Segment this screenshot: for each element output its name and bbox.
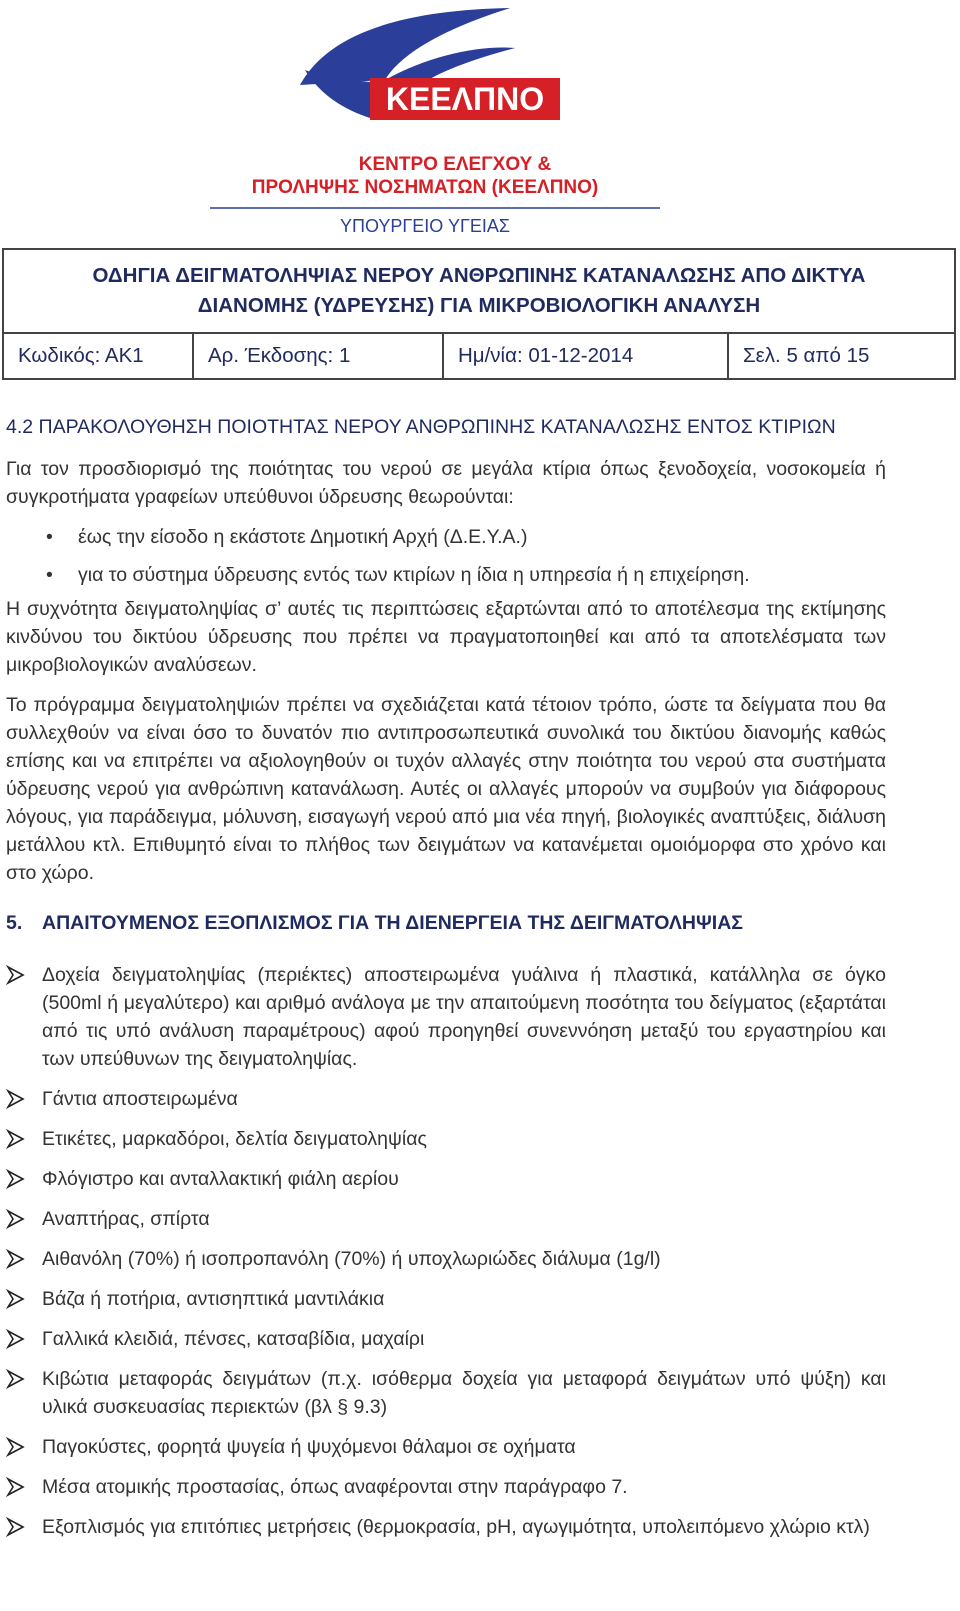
logo-brand: ΚΕΕΛΠΝΟ [385,81,545,117]
list-item [6,1433,886,1461]
section-4-2-paragraph-2: Το πρόγραμμα δειγματοληψιών πρέπει να σχεδιάζεται κατά τέτοιον τρόπο, ώστε τα δείγματα που θα συλλεχθούν να είναι όσο το δυνατόν πιο αντιπροσωπευτικά συνολικά του δικτύου διανομής καθώς επίσης και να επιτρέπει να αξιολογηθούν οι τυχόν αλλαγές στην ποιότητα του νερού στα συστήματα ύδρευσης νερού για ανθρώπινη κατανάλωση. Αυτές οι αλλαγές μπορούν να συμβούν για διάφορους λόγους, για παράδειγμα, μόλυνση, εισαγωγή νερού από μια νέα πηγή, βιολογικές αναπτύξεις, διάλυση μετάλλου κτλ. Επιθυμητό είναι το πλήθος των δειγμάτων να κατανέμεται ομοιόμορφα στο χρόνο και στο χώρο. [6,694,886,884]
list-item [6,1165,886,1193]
arrow-bullet-icon [6,1127,26,1151]
list-item [6,1085,886,1113]
section-4-2-intro: Για τον προσδιορισμό της ποιότητας του νερού σε μεγάλα κτίρια όπως ξενοδοχεία, νοσοκομεία ή συγκροτήματα γραφείων υπεύθυνοι ύδρευσης θεωρούνται: [6,458,886,508]
doc-code: Κωδικός: ΑΚ1 [4,334,194,378]
arrow-bullet-icon [6,1087,26,1111]
arrow-bullet-icon [6,1435,26,1459]
list-item [6,1513,886,1541]
arrow-bullet-icon [6,1167,26,1191]
list-item-text: Γαλλικά κλειδιά, πένσες, κατσαβίδια, μαχαίρι [42,1328,425,1350]
list-item-text: Ετικέτες, μαρκαδόροι, δελτία δειγματοληψίας [42,1128,427,1150]
title-line-2: ΔΙΑΝΟΜΗΣ (ΥΔΡΕΥΣΗΣ) ΓΙΑ ΜΙΚΡΟΒΙΟΛΟΓΙΚΗ ΑΝΑΛΥΣΗ [197,294,761,317]
list-item [6,1125,886,1153]
list-item-text: Γάντια αποστειρωμένα [42,1088,238,1110]
arrow-bullet-icon [6,1327,26,1351]
arrow-bullet-icon [6,963,26,987]
document-body [6,413,886,1553]
list-item [6,1325,886,1353]
arrow-bullet-icon [6,1287,26,1311]
logo-line1: ΚΕΝΤΡΟ ΕΛΕΓΧΟΥ & [358,154,552,175]
keelpno-logo [180,0,720,240]
logo-line3: ΥΠΟΥΡΓΕΙΟ ΥΓΕΙΑΣ [339,216,511,236]
list-item-text: Φλόγιστρο και ανταλλακτική φιάλη αερίου [42,1168,399,1190]
doc-version: Αρ. Έκδοσης: 1 [194,334,444,378]
list-item-text: Παγοκύστες, φορητά ψυγεία ή ψυχόμενοι θάλαμοι σε οχήματα [42,1436,576,1458]
list-item-text: Βάζα ή ποτήρια, αντισηπτικά μαντιλάκια [42,1288,385,1310]
arrow-bullet-icon [6,1247,26,1271]
document-title [4,250,954,334]
section-5-number: 5. [6,912,23,934]
doc-date: Ημ/νία: 01-12-2014 [444,334,729,378]
list-item-text: Κιβώτια μεταφοράς δειγμάτων (π.χ. ισόθερμα δοχεία για μεταφορά δειγμάτων υπό ψύξη) και υλικά συσκευασίας περιεκτών (βλ § 9.3) [42,1368,886,1418]
section-4-2-paragraph-1: Η συχνότητα δειγματοληψίας σ’ αυτές τις περιπτώσεις εξαρτώνται από το αποτέλεσμα της εκτίμησης κινδύνου του δικτύου ύδρευσης που πρέπει να πραγματοποιηθεί και από τα αποτελέσματα των μικροβιολογικών αναλύσεων. [6,598,886,676]
list-item-text: Αναπτήρας, σπίρτα [42,1208,210,1230]
arrow-bullet-icon [6,1475,26,1499]
list-item [6,1365,886,1421]
document-header [2,248,956,380]
section-5-title: ΑΠΑΙΤΟΥΜΕΝΟΣ ΕΞΟΠΛΙΣΜΟΣ ΓΙΑ ΤΗ ΔΙΕΝΕΡΓΕΙΑ ΤΗΣ ΔΕΙΓΜΑΤΟΛΗΨΙΑΣ [42,912,743,934]
list-item-text: Εξοπλισμός για επιτόπιες μετρήσεις (θερμοκρασία, pH, αγωγιμότητα, υπολειπόμενο χλώριο κτλ) [42,1516,870,1538]
list-item [6,1473,886,1501]
header-info-row [4,334,954,378]
logo-line2: ΠΡΟΛΗΨΗΣ ΝΟΣΗΜΑΤΩΝ (ΚΕΕΛΠΝΟ) [251,177,599,198]
list-item [6,961,886,1073]
arrow-bullet-icon [6,1207,26,1231]
list-item-text: Αιθανόλη (70%) ή ισοπροπανόλη (70%) ή υποχλωριώδες διάλυμα (1g/l) [42,1248,661,1270]
list-item [6,1205,886,1233]
arrow-bullet-icon [6,1515,26,1539]
title-line-1: ΟΔΗΓΙΑ ΔΕΙΓΜΑΤΟΛΗΨΙΑΣ ΝΕΡΟΥ ΑΝΘΡΩΠΙΝΗΣ ΚΑΤΑΝΑΛΩΣΗΣ ΑΠΟ ΔΙΚΤΥΑ [92,264,866,287]
arrow-bullet-icon [6,1367,26,1391]
list-item-text: Δοχεία δειγματοληψίας (περιέκτες) αποστειρωμένα γυάλινα ή πλαστικά, κατάλληλα σε όγκο (500ml ή μεγαλύτερο) και αριθμό ανάλογα με την απαιτούμενη ποσότητα του δείγματος (εξαρτάται από τις υπό ανάλυση παραμέτρους) αφού προηγηθεί συνεννόηση μεταξύ του εργαστηρίου και των υπεύθυνων της δειγματοληψίας. [42,964,886,1070]
list-item-text: Μέσα ατομικής προστασίας, όπως αναφέρονται στην παράγραφο 7. [42,1476,628,1498]
bullet-item: • έως την είσοδο η εκάστοτε Δημοτική Αρχή (Δ.Ε.Υ.Α.) [6,523,886,551]
doc-page: Σελ. 5 από 15 [743,344,870,367]
section-4-2-heading: 4.2 ΠΑΡΑΚΟΛΟΥΘΗΣΗ ΠΟΙΟΤΗΤΑΣ ΝΕΡΟΥ ΑΝΘΡΩΠΙΝΗΣ ΚΑΤΑΝΑΛΩΣΗΣ ΕΝΤΟΣ ΚΤΙΡΙΩΝ [6,416,836,438]
list-item [6,1245,886,1273]
equipment-list [6,961,886,1541]
section-5-heading [6,909,886,937]
bullet-item: • για το σύστημα ύδρευσης εντός των κτιρίων η ίδια η υπηρεσία ή η επιχείρηση. [6,561,886,589]
list-item [6,1285,886,1313]
